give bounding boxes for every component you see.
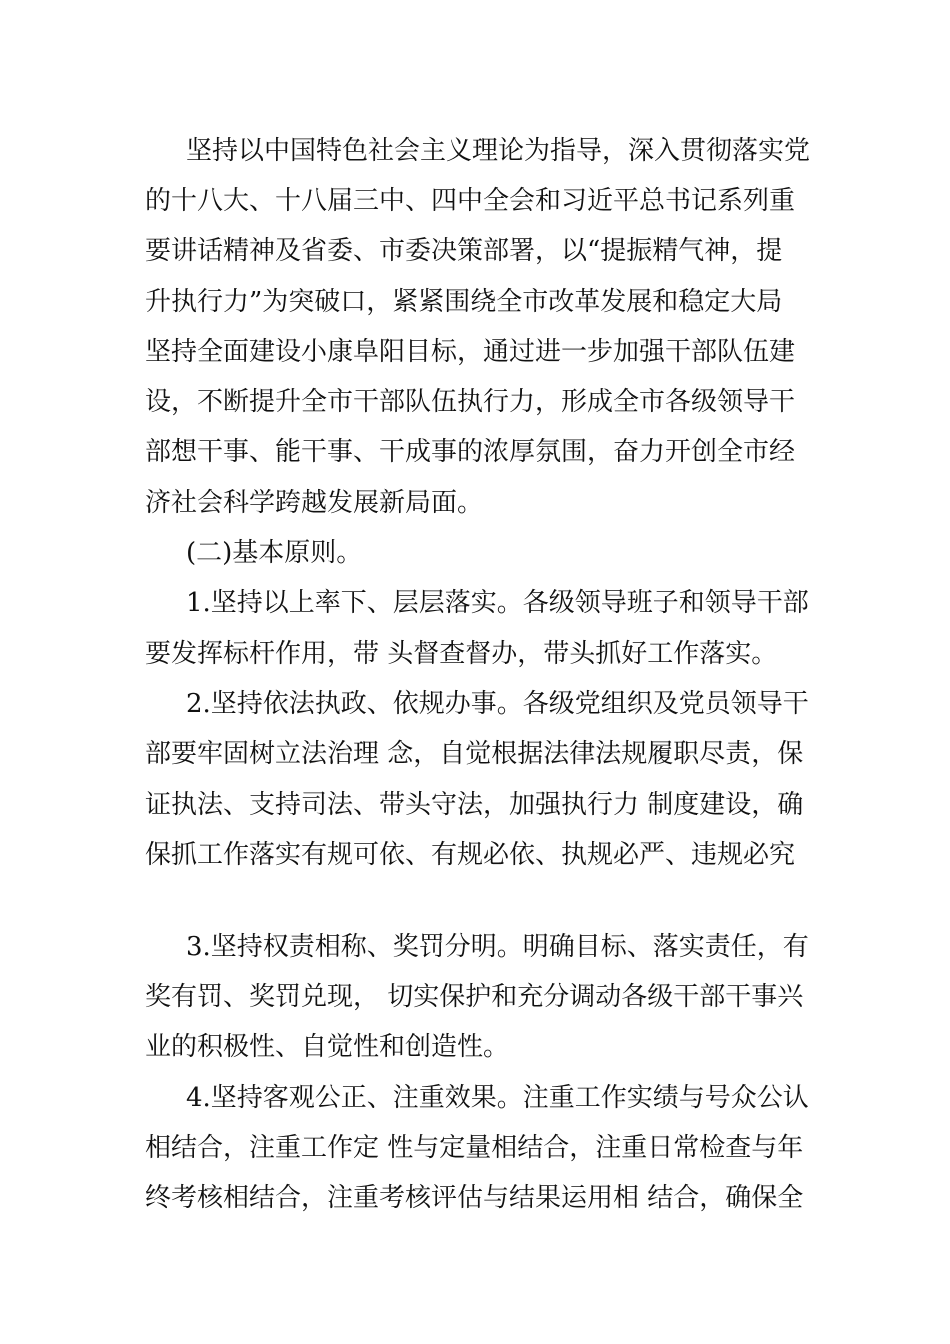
principle-4-line-3: 终考核相结合，注重考核评估与结果运用相 结合，确保全 [145, 1183, 804, 1213]
principle-2-line-1: 2.坚持依法执政、依规办事。各级党组织及党员领导干 [186, 689, 809, 719]
principle-2-line-4: 保抓工作落实有规可依、有规必依、执规必严、违规必究 [145, 840, 796, 870]
paragraph-1-line-8: 济社会科学跨越发展新局面。 [145, 488, 484, 518]
principle-4-line-1: 4.坚持客观公正、注重效果。注重工作实绩与号众公认 [186, 1083, 809, 1113]
paragraph-1-line-4: 升执行力”为突破口，紧紧围绕全市改革发展和稳定大局 [145, 287, 783, 317]
principle-1-line-2: 要发挥标杆作用，带 头督查督办，带头抓好工作落实。 [145, 639, 778, 669]
paragraph-1-line-7: 部想干事、能干事、干成事的浓厚氛围，奋力开创全市经 [145, 437, 796, 467]
section-heading-basic-principles: (二)基本原则。 [186, 538, 363, 568]
principle-2-line-2: 部要牢固树立法治理 念，自觉根据法律法规履职尽责，保 [145, 739, 804, 769]
principle-4-line-2: 相结合，注重工作定 性与定量相结合，注重日常检查与年 [145, 1133, 804, 1163]
principle-1-line-1: 1.坚持以上率下、层层落实。各级领导班子和领导干部 [186, 588, 809, 618]
principle-3-line-2: 奖有罚、奖罚兑现， 切实保护和充分调动各级干部干事兴 [145, 982, 804, 1012]
principle-3-line-3: 业的积极性、自觉性和创造性。 [145, 1032, 510, 1062]
paragraph-1-line-1: 坚持以中国特色社会主义理论为指导，深入贯彻落实党 [186, 136, 811, 166]
principle-3-line-1: 3.坚持权责相称、奖罚分明。明确目标、落实责任，有 [186, 932, 809, 962]
paragraph-1-line-2: 的十八大、十八届三中、四中全会和习近平总书记系列重 [145, 186, 796, 216]
paragraph-1-line-3: 要讲话精神及省委、市委决策部署，以“提振精气神，提 [145, 236, 783, 266]
paragraph-1-line-5: 坚持全面建设小康阜阳目标，通过进一步加强干部队伍建 [145, 337, 796, 367]
paragraph-1-line-6: 设，不断提升全市干部队伍执行力，形成全市各级领导干 [145, 387, 796, 417]
principle-2-line-3: 证执法、支持司法、带头守法，加强执行力 制度建设，确 [145, 790, 804, 820]
